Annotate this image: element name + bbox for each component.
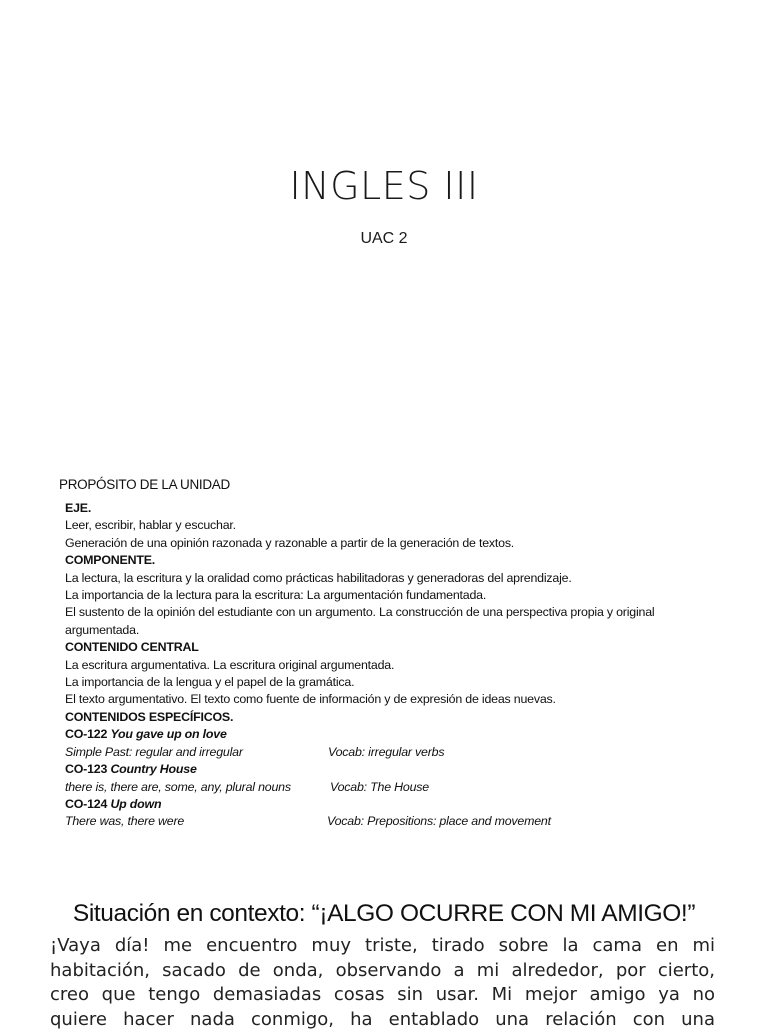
- situation-paragraph: [50, 934, 715, 1032]
- contenido-central-line: El texto argumentativo. El texto como fuente de información y de expresión de ideas nuevas.: [65, 691, 725, 708]
- content-item-grammar: there is, there are, some, any, plural nouns: [65, 779, 330, 796]
- contenidos-especificos-label: CONTENIDOS ESPECÍFICOS.: [65, 709, 725, 726]
- content-item-code: CO-124: [65, 797, 107, 811]
- content-item-details: [65, 744, 725, 761]
- eje-label: EJE.: [65, 500, 725, 517]
- content-item-name: Country House: [110, 762, 196, 776]
- situation-title: Situación en contexto: “¡ALGO OCURRE CON MI AMIGO!”: [0, 900, 768, 928]
- situation-line: creo que tengo demasiadas cosas sin usar. Mi mejor amigo ya no: [50, 983, 715, 1008]
- content-item-details: [65, 813, 725, 830]
- purpose-heading: PROPÓSITO DE LA UNIDAD: [59, 477, 230, 492]
- situation-line: ¡Vaya día! me encuentro muy triste, tirado sobre la cama en mi: [50, 934, 715, 959]
- eje-line: Generación de una opinión razonada y razonable a partir de la generación de textos.: [65, 535, 725, 552]
- contenido-central-line: La escritura argumentativa. La escritura original argumentada.: [65, 657, 725, 674]
- eje-line: Leer, escribir, hablar y escuchar.: [65, 517, 725, 534]
- situation-line: quiere hacer nada conmigo, ha entablado una relación con una: [50, 1008, 715, 1032]
- componente-line: El sustento de la opinión del estudiante con un argumento. La construcción de una perspectiva propia y original argumentada.: [65, 604, 725, 639]
- contenido-central-line: La importancia de la lengua y el papel de la gramática.: [65, 674, 725, 691]
- content-item-heading: [65, 761, 725, 778]
- purpose-content: [65, 500, 725, 831]
- content-item-heading: [65, 796, 725, 813]
- content-item-code: CO-123: [65, 762, 107, 776]
- content-item-vocab: Vocab: Prepositions: place and movement: [327, 813, 551, 830]
- content-item-name: Up down: [110, 797, 161, 811]
- page-title: INGLES III: [0, 164, 768, 208]
- content-item-vocab: Vocab: The House: [330, 779, 429, 796]
- contenido-central-label: CONTENIDO CENTRAL: [65, 639, 725, 656]
- page-subtitle: UAC 2: [0, 230, 768, 248]
- content-item-grammar: There was, there were: [65, 813, 327, 830]
- content-item-code: CO-122: [65, 727, 107, 741]
- content-item-heading: [65, 726, 725, 743]
- content-item-details: [65, 779, 725, 796]
- content-item-grammar: Simple Past: regular and irregular: [65, 744, 328, 761]
- componente-line: La importancia de la lectura para la escritura: La argumentación fundamentada.: [65, 587, 725, 604]
- content-item-name: You gave up on love: [110, 727, 226, 741]
- content-item-vocab: Vocab: irregular verbs: [328, 744, 444, 761]
- componente-label: COMPONENTE.: [65, 552, 725, 569]
- componente-line: La lectura, la escritura y la oralidad como prácticas habilitadoras y generadoras del aprendizaje.: [65, 570, 725, 587]
- situation-line: habitación, sacado de onda, observando a mi alrededor, por cierto,: [50, 959, 715, 984]
